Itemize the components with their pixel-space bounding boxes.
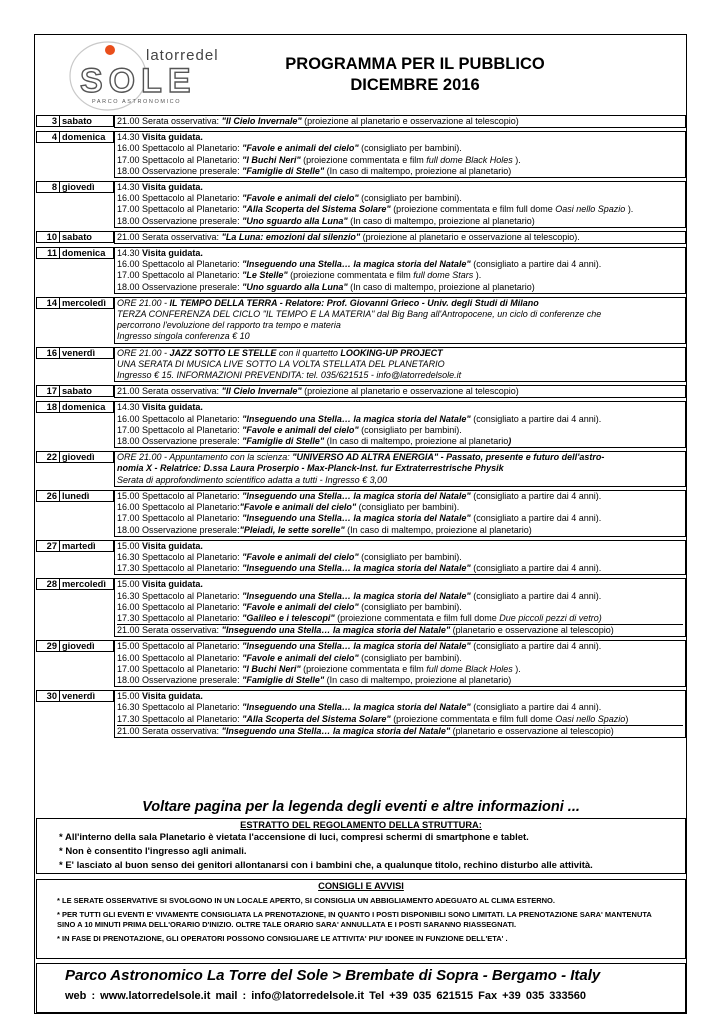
event-line: 17.00 Spettacolo al Planetario: "Le Stelle" (proiezione commentata e film full dome Stars ). <box>117 270 482 281</box>
event-date <box>36 181 114 193</box>
event-line: 16.30 Spettacolo al Planetario: "Inseguendo una Stella… la magica storia del Natale" (consigliato a partire dai 4 anni). <box>117 590 602 601</box>
event-date <box>36 451 114 463</box>
event-row <box>36 578 686 637</box>
turn-page-note: Voltare pagina per la legenda degli eventi e altre informazioni ... <box>142 799 580 815</box>
event-details <box>114 247 686 294</box>
advice-item: * PER TUTTI GLI EVENTI E' VIVAMENTE CONSIGLIATA LA PRENOTAZIONE, IN QUANTO I POSTI DISPONIBILI SONO LIMITATI. LA PRENOTAZIONE SARA' MANTENUTA SINO A 10 MINUTI PRIMA DELL'ORARIO D'INIZIO. OLTRE TALE ORARIO SARA' ANNULLATA E I POSTI SARANNO RIASSEGNATI. <box>57 910 652 929</box>
event-day-number: 26 <box>37 491 60 501</box>
advice-item: * LE SERATE OSSERVATIVE SI SVOLGONO IN UN LOCALE APERTO, SI CONSIGLIA UN ABBIGLIAMENTO ADEGUATO AL CLIMA ESTERNO. <box>57 896 555 905</box>
event-weekday: sabato <box>62 116 92 126</box>
event-line: 21.00 Serata osservativa: "Inseguendo una Stella… la magica storia del Natale" (planetario e osservazione al telescopio) <box>117 624 683 636</box>
event-weekday: mercoledì <box>62 297 106 308</box>
title-line-2: DICEMBRE 2016 <box>350 76 480 94</box>
event-weekday: giovedì <box>62 452 95 463</box>
event-details <box>114 231 686 244</box>
event-line: ORE 21.00 - Appuntamento con la scienza: "UNIVERSO AD ALTRA ENERGIA" - Passato, presente e futuro dell'astro- <box>117 452 605 463</box>
event-row <box>36 540 686 576</box>
event-date <box>36 540 114 552</box>
event-line: 16.00 Spettacolo al Planetario:"Favole e animali del cielo" (consigliato per bambini). <box>117 502 460 513</box>
event-row <box>36 451 686 487</box>
event-weekday: mercoledì <box>62 579 106 590</box>
event-line: Serata di approfondimento scientifico adatta a tutti - Ingresso € 3,00 <box>117 474 388 485</box>
event-weekday: venerdì <box>62 691 96 702</box>
logo <box>68 40 228 112</box>
event-weekday: sabato <box>62 386 92 397</box>
event-line: 17.00 Spettacolo al Planetario: "I Buchi Neri" (proiezione commentata e film full dome Black Holes ). <box>117 663 521 674</box>
event-line: 14.30 Visita guidata. <box>117 132 203 143</box>
event-line: 17.00 Spettacolo al Planetario: "Favole e animali del cielo" (consigliato per bambini). <box>117 424 462 435</box>
event-details <box>114 401 686 448</box>
event-details <box>114 490 686 537</box>
event-line: percorrono l'evoluzione del rapporto tra tempo e materia <box>117 320 341 331</box>
page-title <box>230 54 600 96</box>
event-line: UNA SERATA DI MUSICA LIVE SOTTO LA VOLTA STELLATA DEL PLANETARIO <box>117 358 445 369</box>
event-date <box>36 401 114 413</box>
event-date <box>36 247 114 259</box>
event-row <box>36 690 686 738</box>
event-line: 18.00 Osservazione preserale: "Famiglie di Stelle" (In caso di maltempo, proiezione al planetario) <box>117 674 512 685</box>
event-line: 18.00 Osservazione preserale: "Uno sguardo alla Luna" (In caso di maltempo, proiezione al planetario) <box>117 281 535 292</box>
logo-top-text: latorredel <box>146 47 219 64</box>
event-day-number: 22 <box>37 452 60 462</box>
event-line: ORE 21.00 - JAZZ SOTTO LE STELLE con il quartetto LOOKING-UP PROJECT <box>117 347 443 358</box>
event-date <box>36 490 114 502</box>
event-line: 16.00 Spettacolo al Planetario: "Inseguendo una Stella… la magica storia del Natale" (consigliato a partire dai 4 anni). <box>117 413 602 424</box>
event-weekday: giovedì <box>62 641 95 652</box>
event-row <box>36 131 686 178</box>
event-row <box>36 347 686 383</box>
event-day-number: 17 <box>37 386 60 396</box>
event-line: 21.00 Serata osservativa: "Il Cielo Invernale" (proiezione al planetario e osservazione al telescopio) <box>117 116 519 126</box>
event-line: 15.00 Visita guidata. <box>117 579 203 590</box>
regulation-box <box>36 818 686 874</box>
event-line: ORE 21.00 - IL TEMPO DELLA TERRA - Relatore: Prof. Giovanni Grieco - Univ. degli Studi di Milano <box>117 297 539 308</box>
event-weekday: domenica <box>62 248 106 259</box>
event-date <box>36 297 114 309</box>
event-line: 17.00 Spettacolo al Planetario: "I Buchi Neri" (proiezione commentata e film full dome Black Holes ). <box>117 154 521 165</box>
event-details <box>114 131 686 178</box>
event-line: 17.30 Spettacolo al Planetario: "Alla Scoperta del Sistema Solare" (proiezione commentata e film full dome Oasi nello Spazio) <box>117 713 629 724</box>
event-line: 21.00 Serata osservativa: "La Luna: emozioni dal silenzio" (proiezione al planetario e osservazione al telescopio). <box>117 231 580 242</box>
event-day-number: 28 <box>37 579 60 589</box>
event-details <box>114 347 686 383</box>
event-row <box>36 115 686 128</box>
logo-main-text: SOLE <box>80 62 197 100</box>
event-line: 14.30 Visita guidata. <box>117 182 203 193</box>
event-details <box>114 690 686 738</box>
event-details <box>114 578 686 637</box>
logo-sub-text: PARCO ASTRONOMICO <box>92 99 182 105</box>
event-line: 16.30 Spettacolo al Planetario: "Favole e animali del cielo" (consigliato per bambini). <box>117 551 462 562</box>
event-line: Ingresso singola conferenza € 10 <box>117 331 250 342</box>
event-line: 16.00 Spettacolo al Planetario: "Inseguendo una Stella… la magica storia del Natale" (consigliato a partire dai 4 anni). <box>117 259 602 270</box>
event-row <box>36 490 686 537</box>
event-row <box>36 231 686 244</box>
footer-address: Parco Astronomico La Torre del Sole > Brembate di Sopra - Bergamo - Italy <box>65 967 601 984</box>
event-day-number: 18 <box>37 402 60 412</box>
event-line: 21.00 Serata osservativa: "Inseguendo una Stella… la magica storia del Natale" (planetario e osservazione al telescopio) <box>117 725 683 737</box>
event-line: 16.30 Spettacolo al Planetario: "Inseguendo una Stella… la magica storia del Natale" (consigliato a partire dai 4 anni). <box>117 702 602 713</box>
event-line: 14.30 Visita guidata. <box>117 248 203 259</box>
event-weekday: sabato <box>62 231 92 242</box>
event-day-number: 8 <box>37 182 60 192</box>
event-details <box>114 115 686 128</box>
event-line: 17.30 Spettacolo al Planetario: "Inseguendo una Stella… la magica storia del Natale" (consigliato a partire dai 4 anni). <box>117 563 602 574</box>
event-line: TERZA CONFERENZA DEL CICLO "IL TEMPO E LA MATERIA" dal Big Bang all'Antropocene, un ciclo di conferenze che <box>117 309 602 320</box>
event-date <box>36 385 114 397</box>
event-row <box>36 385 686 398</box>
footer-contacts: web : www.latorredelsole.it mail : info@latorredelsole.it Tel +39 035 621515 Fax +39 035 333560 <box>65 990 586 1002</box>
regulation-heading: ESTRATTO DEL REGOLAMENTO DELLA STRUTTURA: <box>240 820 482 830</box>
event-line: 16.00 Spettacolo al Planetario: "Favole e animali del cielo" (consigliato per bambini). <box>117 652 462 663</box>
event-line: 16.00 Spettacolo al Planetario: "Favole e animali del cielo" (consigliato per bambini). <box>117 193 462 204</box>
event-day-number: 14 <box>37 298 60 308</box>
event-day-number: 16 <box>37 348 60 358</box>
footer <box>36 963 686 1013</box>
event-line: 17.30 Spettacolo al Planetario: "Galileo e i telescopi" (proiezione commentata e film full dome Due piccoli pezzi di vetro) <box>117 612 602 623</box>
event-line: 16.00 Spettacolo al Planetario: "Favole e animali del cielo" (consigliato per bambini). <box>117 143 462 154</box>
event-line: 18.00 Osservazione preserale: "Famiglie di Stelle" (In caso di maltempo, proiezione al planetario) <box>117 165 512 176</box>
event-date <box>36 115 114 127</box>
event-line: Ingresso € 15. INFORMAZIONI PREVENDITA: tel. 035/621515 - info@latorredelsole.it <box>117 370 462 381</box>
event-date <box>36 640 114 652</box>
event-day-number: 30 <box>37 691 60 701</box>
event-date <box>36 578 114 590</box>
event-weekday: domenica <box>62 132 106 143</box>
event-row <box>36 640 686 687</box>
advice-item: * IN FASE DI PRENOTAZIONE, GLI OPERATORI POSSONO CONSIGLIARE LE ATTIVITA' PIU' IDONEE IN FUNZIONE DELL'ETA' . <box>57 934 508 943</box>
event-line: 15.00 Spettacolo al Planetario: "Inseguendo una Stella… la magica storia del Natale" (consigliato a partire dai 4 anni). <box>117 490 602 501</box>
advice-heading: CONSIGLI E AVVISI <box>318 881 404 891</box>
advice-box <box>36 879 686 959</box>
regulation-item: * All'interno della sala Planetario è vietata l'accensione di luci, compresi schermi di smartphone e tablet. <box>59 832 529 843</box>
event-weekday: giovedì <box>62 182 95 193</box>
event-day-number: 10 <box>37 232 60 242</box>
events-list <box>36 115 686 741</box>
event-line: 16.00 Spettacolo al Planetario: "Favole e animali del cielo" (consigliato per bambini). <box>117 601 462 612</box>
event-details <box>114 181 686 228</box>
event-weekday: martedì <box>62 540 96 551</box>
event-row <box>36 247 686 294</box>
event-line: 18.00 Osservazione preserale: "Famiglie di Stelle" (In caso di maltempo, proiezione al planetario) <box>117 436 512 447</box>
event-line: nomia X - Relatrice: D.ssa Laura Proserpio - Max-Planck-Inst. fur Extraterrestrische Physik <box>117 463 504 474</box>
event-details <box>114 297 686 344</box>
event-line: 18.00 Osservazione preserale: "Uno sguardo alla Luna" (In caso di maltempo, proiezione al planetario) <box>117 215 535 226</box>
title-line-1: PROGRAMMA PER IL PUBBLICO <box>285 55 545 73</box>
event-row <box>36 297 686 344</box>
event-weekday: venerdì <box>62 347 96 358</box>
event-line: 14.30 Visita guidata. <box>117 402 203 413</box>
event-details <box>114 540 686 576</box>
event-line: 15.00 Visita guidata. <box>117 540 203 551</box>
event-line: 15.00 Visita guidata. <box>117 691 203 702</box>
event-day-number: 11 <box>37 248 60 258</box>
event-day-number: 29 <box>37 641 60 651</box>
event-details <box>114 640 686 687</box>
event-day-number: 27 <box>37 541 60 551</box>
event-row <box>36 181 686 228</box>
event-details <box>114 385 686 398</box>
regulation-item: * E' lasciato al buon senso dei genitori allontanarsi con i bambini che, a qualunque titolo, rechino disturbo alle attività. <box>59 860 593 871</box>
event-details <box>114 451 686 487</box>
event-line: 21.00 Serata osservativa: "Il Cielo Invernale" (proiezione al planetario e osservazione al telescopio) <box>117 386 519 397</box>
event-day-number: 3 <box>37 116 60 126</box>
event-row <box>36 401 686 448</box>
event-line: 15.00 Spettacolo al Planetario: "Inseguendo una Stella… la magica storia del Natale" (consigliato a partire dai 4 anni). <box>117 641 602 652</box>
event-date <box>36 690 114 702</box>
event-day-number: 4 <box>37 132 60 142</box>
event-line: 17.00 Spettacolo al Planetario: "Alla Scoperta del Sistema Solare" (proiezione commentata e film full dome Oasi nello Spazio ). <box>117 204 634 215</box>
event-date <box>36 131 114 143</box>
regulation-item: * Non è consentito l'ingresso agli animali. <box>59 846 247 857</box>
event-line: 18.00 Osservazione preserale:"Pleiadi, le sette sorelle" (In caso di maltempo, proiezione al planetario) <box>117 524 532 535</box>
event-weekday: lunedì <box>62 490 90 501</box>
event-line: 17.00 Spettacolo al Planetario: "Inseguendo una Stella… la magica storia del Natale" (consigliato a partire dai 4 anni). <box>117 513 602 524</box>
event-date <box>36 231 114 243</box>
event-weekday: domenica <box>62 402 106 413</box>
event-date <box>36 347 114 359</box>
